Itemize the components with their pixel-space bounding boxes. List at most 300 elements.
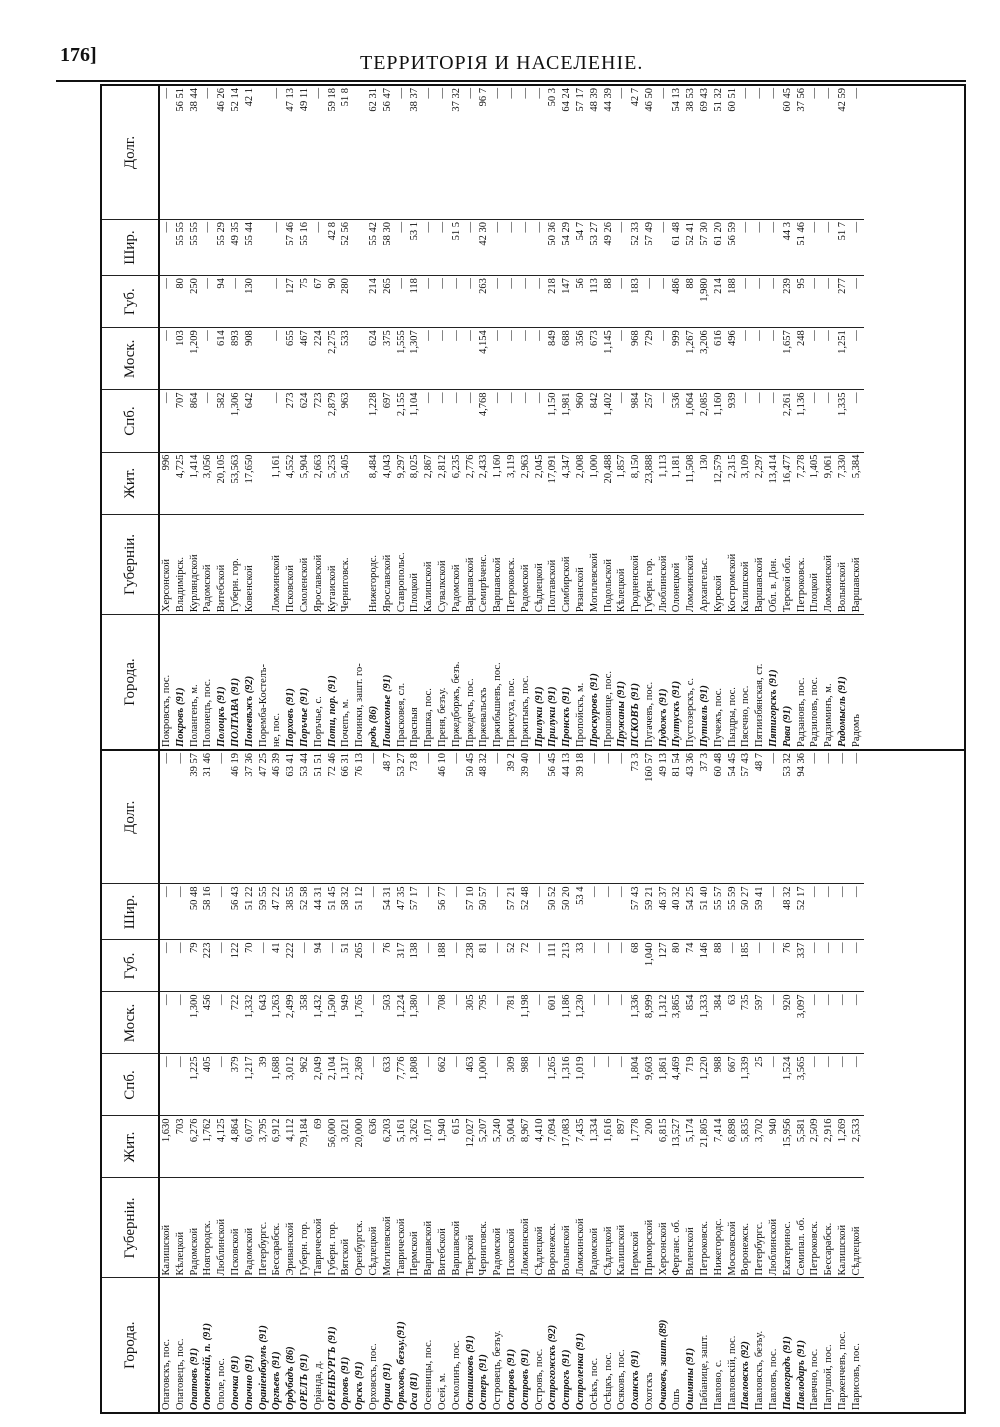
spb-distance-cell: 1,220: [698, 1054, 712, 1116]
longitude-cell: 44 13: [561, 753, 573, 777]
moscow-distance-cell: 1,263: [270, 992, 284, 1054]
longitude-cell: 42 59: [837, 88, 849, 112]
spb-distance-cell: 2,049: [312, 1054, 326, 1116]
population-cell: 4,125: [215, 1116, 229, 1178]
gub-distance-cell: 90: [326, 276, 340, 328]
spb-distance-cell: —: [533, 390, 547, 452]
city-cell: Пабіанице, зашт.: [698, 1278, 712, 1412]
population-cell: 7,094: [546, 1116, 560, 1178]
longitude-cell: 37 36: [243, 753, 255, 777]
gub-distance-cell: —: [739, 276, 753, 328]
longitude-cell: —: [492, 753, 504, 764]
gub-distance-cell: 56: [574, 276, 588, 328]
city-cell: Пясечно, пос.: [739, 615, 753, 749]
city-cell: Радзиловъ, пос.: [808, 615, 822, 749]
longitude-cell: —: [161, 88, 172, 99]
longitude-cell: 31 46: [202, 753, 214, 777]
population-cell: 996: [159, 452, 174, 514]
table-row: [753, 86, 767, 749]
population-cell: 1,113: [657, 452, 671, 514]
latitude-cell: —: [767, 884, 781, 940]
governorate-cell: Радомской: [188, 1178, 202, 1278]
column-header-population: Жит.: [102, 452, 159, 514]
city-cell: Осѣкъ, пос.: [588, 1278, 602, 1412]
population-cell: 1,161: [270, 452, 284, 514]
city-cell: Радзиминъ, м.: [822, 615, 836, 749]
table-row: [684, 751, 698, 1412]
latitude-cell: 51 40: [698, 884, 712, 940]
longitude-cell: 53 44: [298, 753, 310, 777]
city-cell: Опатовъ (91): [188, 1278, 202, 1412]
population-cell: 9,061: [822, 452, 836, 514]
table-row: [850, 86, 864, 749]
longitude-cell: 38 44: [188, 88, 200, 112]
moscow-distance-cell: 688: [560, 328, 574, 390]
population-cell: 5,207: [477, 1116, 491, 1178]
city-cell: Паевчно, пос.: [808, 1278, 822, 1412]
population-cell: 703: [174, 1116, 188, 1178]
population-cell: 23,888: [643, 452, 657, 514]
governorate-cell: Вятской: [339, 1178, 353, 1278]
spb-distance-cell: —: [464, 390, 478, 452]
population-cell: 2,916: [822, 1116, 836, 1178]
spb-distance-cell: 1,524: [781, 1054, 795, 1116]
moscow-distance-cell: —: [739, 328, 753, 390]
gub-distance-cell: 70: [243, 940, 257, 992]
latitude-cell: 58 30: [381, 219, 395, 275]
city-cell: Радомысль (91): [836, 615, 850, 749]
longitude-cell: 60 48: [712, 753, 724, 777]
moscow-distance-cell: 1,209: [188, 328, 202, 390]
moscow-distance-cell: 1,186: [560, 992, 574, 1054]
latitude-cell: —: [201, 219, 215, 275]
table-row: [712, 86, 726, 749]
gub-distance-cell: 213: [560, 940, 574, 992]
gub-distance-cell: 185: [739, 940, 753, 992]
moscow-distance-cell: —: [533, 992, 547, 1054]
column-header-gub: Губ.: [102, 276, 159, 328]
gub-distance-cell: 68: [629, 940, 643, 992]
census-table-right: [102, 86, 864, 749]
latitude-cell: 57 43: [629, 884, 643, 940]
table-row: [822, 86, 836, 749]
governorate-cell: Тверской: [464, 1178, 478, 1278]
gub-distance-cell: 74: [684, 940, 698, 992]
latitude-cell: 54 31: [381, 884, 395, 940]
spb-distance-cell: 25: [753, 1054, 767, 1116]
city-cell: Пудожъ (91): [657, 615, 671, 749]
longitude-cell: —: [450, 753, 462, 764]
spb-distance-cell: 988: [519, 1054, 533, 1116]
governorate-cell: Сѣдлецкой: [602, 1178, 616, 1278]
spb-distance-cell: —: [159, 390, 174, 452]
spb-distance-cell: 1,861: [657, 1054, 671, 1116]
governorate-cell: Витебской: [436, 1178, 450, 1278]
longitude-cell: —: [754, 88, 766, 99]
moscow-distance-cell: 1,333: [698, 992, 712, 1054]
spb-distance-cell: —: [159, 1054, 174, 1116]
city-cell: Пучежъ, пос.: [712, 615, 726, 749]
longitude-cell: 56 51: [174, 88, 186, 112]
table-row: [284, 751, 298, 1412]
governorate-cell: Радомской: [491, 1178, 505, 1278]
table-row: [615, 86, 629, 749]
longitude-cell: [257, 86, 271, 219]
latitude-cell: 58 32: [339, 884, 353, 940]
spb-distance-cell: 697: [381, 390, 395, 452]
gub-distance-cell: 127: [284, 276, 298, 328]
table-row: [795, 751, 809, 1412]
spb-distance-cell: 39: [257, 1054, 271, 1116]
moscow-distance-cell: —: [808, 992, 822, 1054]
moscow-distance-cell: [353, 328, 367, 390]
latitude-cell: —: [312, 219, 326, 275]
gub-distance-cell: 80: [670, 940, 684, 992]
population-cell: 11,508: [684, 452, 698, 514]
spb-distance-cell: —: [753, 390, 767, 452]
city-cell: Опочка (91): [229, 1278, 243, 1412]
table-row: [588, 751, 602, 1412]
city-cell: Островъ (91): [505, 1278, 519, 1412]
population-cell: 4,043: [381, 452, 395, 514]
governorate-cell: Петербургс.: [753, 1178, 767, 1278]
longitude-cell: 54 13: [671, 88, 683, 112]
latitude-cell: 51 45: [326, 884, 340, 940]
moscow-distance-cell: 1,145: [602, 328, 616, 390]
longitude-cell: 53 32: [781, 753, 793, 777]
moscow-distance-cell: 781: [505, 992, 519, 1054]
spb-distance-cell: 842: [588, 390, 602, 452]
table-row: [670, 86, 684, 749]
city-cell: Опочно (91): [243, 1278, 257, 1412]
population-cell: 7,278: [795, 452, 809, 514]
moscow-distance-cell: 795: [477, 992, 491, 1054]
population-cell: 56,000: [326, 1116, 340, 1178]
moscow-distance-cell: 854: [684, 992, 698, 1054]
table-row: [188, 751, 202, 1412]
governorate-cell: Губерн. гор.: [643, 514, 657, 614]
governorate-cell: Радомской: [450, 514, 464, 614]
moscow-distance-cell: 8,999: [643, 992, 657, 1054]
longitude-cell: 42 7: [630, 88, 642, 107]
spb-distance-cell: —: [822, 390, 836, 452]
population-cell: 8,484: [367, 452, 381, 514]
moscow-distance-cell: 103: [174, 328, 188, 390]
governorate-cell: Псковской: [505, 1178, 519, 1278]
population-cell: 5,581: [795, 1116, 809, 1178]
gub-distance-cell: 183: [629, 276, 643, 328]
population-cell: 2,663: [312, 452, 326, 514]
spb-distance-cell: 707: [174, 390, 188, 452]
spb-distance-cell: 624: [298, 390, 312, 452]
gub-distance-cell: —: [519, 276, 533, 328]
city-cell: Поремба-Костелъ-: [257, 615, 271, 749]
spb-distance-cell: 633: [381, 1054, 395, 1116]
population-cell: 16,477: [781, 452, 795, 514]
population-cell: 9,297: [395, 452, 409, 514]
latitude-cell: 48 32: [781, 884, 795, 940]
gub-distance-cell: 33: [574, 940, 588, 992]
governorate-cell: Нижегородс.: [367, 514, 381, 614]
spb-distance-cell: —: [270, 390, 284, 452]
city-cell: Поневѣжъ (92): [243, 615, 257, 749]
longitude-cell: —: [740, 88, 752, 99]
spb-distance-cell: 463: [464, 1054, 478, 1116]
longitude-cell: 49 11: [298, 88, 310, 112]
latitude-cell: 53 4: [574, 884, 588, 940]
column-header-latitude: Шир.: [102, 884, 159, 940]
latitude-cell: [257, 219, 271, 275]
latitude-cell: —: [753, 219, 767, 275]
latitude-cell: 55 59: [726, 884, 740, 940]
population-cell: 5,904: [298, 452, 312, 514]
table-row: [657, 751, 671, 1412]
gub-distance-cell: —: [836, 940, 850, 992]
latitude-cell: —: [519, 219, 533, 275]
spb-distance-cell: —: [615, 390, 629, 452]
spb-distance-cell: 662: [436, 1054, 450, 1116]
table-row: [312, 751, 326, 1412]
moscow-distance-cell: —: [808, 328, 822, 390]
longitude-cell: 47 25: [257, 753, 269, 777]
longitude-cell: 52 14: [229, 88, 241, 112]
city-cell: Орховскъ, пос.: [367, 1278, 381, 1412]
longitude-cell: —: [202, 88, 214, 99]
spb-distance-cell: —: [808, 390, 822, 452]
table-row: [574, 86, 588, 749]
city-cell: Опатовскъ, пос.: [159, 1278, 174, 1412]
longitude-cell: 96 7: [478, 88, 490, 107]
population-cell: 7,330: [836, 452, 850, 514]
table-row: [602, 751, 616, 1412]
longitude-cell: 46 26: [216, 88, 228, 112]
gub-distance-cell: —: [298, 940, 312, 992]
latitude-cell: 52 17: [795, 884, 809, 940]
gub-distance-cell: —: [588, 940, 602, 992]
longitude-cell: 42 1: [243, 88, 255, 107]
gub-distance-cell: 1,980: [698, 276, 712, 328]
spb-distance-cell: 7,776: [395, 1054, 409, 1116]
longitude-cell: 53 27: [395, 753, 407, 777]
longitude-cell: —: [533, 753, 545, 764]
latitude-cell: 57 30: [698, 219, 712, 275]
city-cell: Очаковъ, зашт.(89): [657, 1278, 671, 1412]
longitude-cell: 56 45: [547, 753, 559, 777]
population-cell: 2,045: [533, 452, 547, 514]
latitude-cell: —: [491, 884, 505, 940]
latitude-cell: —: [808, 219, 822, 275]
gub-distance-cell: 75: [298, 276, 312, 328]
moscow-distance-cell: —: [159, 328, 174, 390]
governorate-cell: Радомской: [201, 514, 215, 614]
latitude-cell: —: [422, 884, 436, 940]
table-row: [174, 86, 188, 749]
population-cell: 4,347: [560, 452, 574, 514]
table-row: [546, 751, 560, 1412]
gub-distance-cell: 67: [312, 276, 326, 328]
population-cell: 6,203: [381, 1116, 395, 1178]
governorate-cell: Семирѣченс.: [477, 514, 491, 614]
governorate-cell: Курляндской: [188, 514, 202, 614]
table-row: [505, 86, 519, 749]
governorate-cell: Симбирской: [560, 514, 574, 614]
city-cell: Пултускъ (91): [670, 615, 684, 749]
spb-distance-cell: 1,228: [367, 390, 381, 452]
city-cell: Осей, м.: [436, 1278, 450, 1412]
latitude-cell: 49 35: [229, 219, 243, 275]
moscow-distance-cell: —: [767, 992, 781, 1054]
city-cell: Пугачевъ, пос.: [643, 615, 657, 749]
longitude-cell: 46 50: [643, 88, 655, 112]
governorate-cell: Кѣлецкой: [615, 514, 629, 614]
header-rule: [56, 80, 966, 82]
table-row: [670, 751, 684, 1412]
population-cell: 1,160: [491, 452, 505, 514]
governorate-cell: Губерн. гор.: [298, 1178, 312, 1278]
population-cell: 13,414: [767, 452, 781, 514]
governorate-cell: Черниговск.: [339, 514, 353, 614]
longitude-cell: —: [850, 88, 862, 99]
population-cell: 1,405: [808, 452, 822, 514]
latitude-cell: 40 32: [670, 884, 684, 940]
table-row: [560, 751, 574, 1412]
governorate-cell: Бессарабск.: [822, 1178, 836, 1278]
moscow-distance-cell: 999: [670, 328, 684, 390]
city-cell: Поръчье, с.: [312, 615, 326, 749]
table-row: [436, 86, 450, 749]
spb-distance-cell: 1,000: [477, 1054, 491, 1116]
spb-distance-cell: [353, 390, 367, 452]
latitude-cell: —: [533, 884, 547, 940]
gub-distance-cell: 337: [795, 940, 809, 992]
gub-distance-cell: 250: [188, 276, 202, 328]
population-cell: 5,253: [326, 452, 340, 514]
governorate-cell: Нижегородс.: [712, 1178, 726, 1278]
population-cell: 1,857: [615, 452, 629, 514]
governorate-cell: Волынской: [560, 1178, 574, 1278]
gub-distance-cell: —: [808, 940, 822, 992]
longitude-cell: —: [823, 753, 835, 764]
gub-distance-cell: —: [422, 276, 436, 328]
longitude-cell: 44 39: [602, 88, 614, 112]
population-cell: 6,815: [657, 1116, 671, 1178]
gub-distance-cell: —: [643, 276, 657, 328]
moscow-distance-cell: 1,312: [657, 992, 671, 1054]
gub-distance-cell: —: [767, 276, 781, 328]
column-header-governorate: Губерніи.: [102, 1178, 159, 1278]
moscow-distance-cell: —: [491, 328, 505, 390]
longitude-cell: 39 18: [574, 753, 586, 777]
population-cell: 17,091: [546, 452, 560, 514]
governorate-cell: Олонецкой: [670, 514, 684, 614]
governorate-cell: Витебской: [215, 514, 229, 614]
moscow-distance-cell: 643: [257, 992, 271, 1054]
population-cell: 1,778: [629, 1116, 643, 1178]
gub-distance-cell: 265: [381, 276, 395, 328]
population-cell: 1,616: [602, 1116, 616, 1178]
table-row: [201, 751, 215, 1412]
spb-distance-cell: 963: [339, 390, 353, 452]
moscow-distance-cell: 735: [739, 992, 753, 1054]
moscow-distance-cell: —: [602, 992, 616, 1054]
population-cell: 4,112: [284, 1116, 298, 1178]
column-header-governorate: Губерніи.: [102, 514, 159, 614]
city-cell: Прашка, пос.: [422, 615, 436, 749]
longitude-cell: 43 36: [685, 753, 697, 777]
gub-distance-cell: —: [159, 276, 174, 328]
longitude-cell: —: [492, 88, 504, 99]
gub-distance-cell: 238: [464, 940, 478, 992]
governorate-cell: Воронежск.: [739, 1178, 753, 1278]
city-cell: Ордубадъ (86): [284, 1278, 298, 1412]
longitude-cell: 39 57: [188, 753, 200, 777]
latitude-cell: 57 10: [464, 884, 478, 940]
spb-distance-cell: 2,104: [326, 1054, 340, 1116]
longitude-cell: 60 45: [781, 88, 793, 112]
population-cell: 130: [698, 452, 712, 514]
governorate-cell: Калишской: [422, 514, 436, 614]
governorate-cell: Подольской: [602, 514, 616, 614]
gub-distance-cell: —: [326, 940, 340, 992]
longitude-cell: —: [657, 88, 669, 99]
column-header-population: Жит.: [102, 1116, 159, 1178]
city-cell: Пржибышевъ, пос.: [491, 615, 505, 749]
spb-distance-cell: 1,019: [574, 1054, 588, 1116]
governorate-cell: Семипал. об.: [795, 1178, 809, 1278]
governorate-cell: Пермской: [408, 1178, 422, 1278]
longitude-cell: 59 18: [326, 88, 338, 112]
spb-distance-cell: 1,688: [270, 1054, 284, 1116]
population-cell: 200: [643, 1116, 657, 1178]
governorate-cell: Ломжинской: [519, 1178, 533, 1278]
longitude-cell: —: [837, 753, 849, 764]
gub-distance-cell: 130: [243, 276, 257, 328]
city-cell: Орша (91): [381, 1278, 395, 1412]
population-cell: 20,105: [215, 452, 229, 514]
population-cell: 5,384: [850, 452, 864, 514]
rotated-table-area: [102, 86, 964, 1412]
table-row: [808, 86, 822, 749]
latitude-cell: 55 55: [188, 219, 202, 275]
table-row: [808, 751, 822, 1412]
spb-distance-cell: 667: [726, 1054, 740, 1116]
spb-distance-cell: 309: [505, 1054, 519, 1116]
spb-distance-cell: 1,402: [602, 390, 616, 452]
gub-distance-cell: 94: [215, 276, 229, 328]
column-header-moscow: Моск.: [102, 992, 159, 1054]
table-half-right: [102, 86, 964, 749]
table-row: [353, 751, 367, 1412]
latitude-cell: 51 22: [243, 884, 257, 940]
gub-distance-cell: 218: [546, 276, 560, 328]
city-cell: Рава (91): [781, 615, 795, 749]
table-row: [643, 751, 657, 1412]
latitude-cell: 54 7: [574, 219, 588, 275]
column-header-city: Города.: [102, 1278, 159, 1412]
latitude-cell: 59 55: [257, 884, 271, 940]
gub-distance-cell: —: [491, 276, 505, 328]
gub-distance-cell: 188: [726, 276, 740, 328]
moscow-distance-cell: 248: [795, 328, 809, 390]
moscow-distance-cell: —: [367, 992, 381, 1054]
spb-distance-cell: —: [367, 1054, 381, 1116]
governorate-cell: Петроковск.: [505, 514, 519, 614]
governorate-cell: Сѣдлецкой: [850, 1178, 864, 1278]
city-cell: Островъ, пос.: [533, 1278, 547, 1412]
governorate-cell: Плоцкой: [808, 514, 822, 614]
longitude-cell: —: [850, 753, 862, 764]
longitude-cell: 50 3: [547, 88, 559, 107]
